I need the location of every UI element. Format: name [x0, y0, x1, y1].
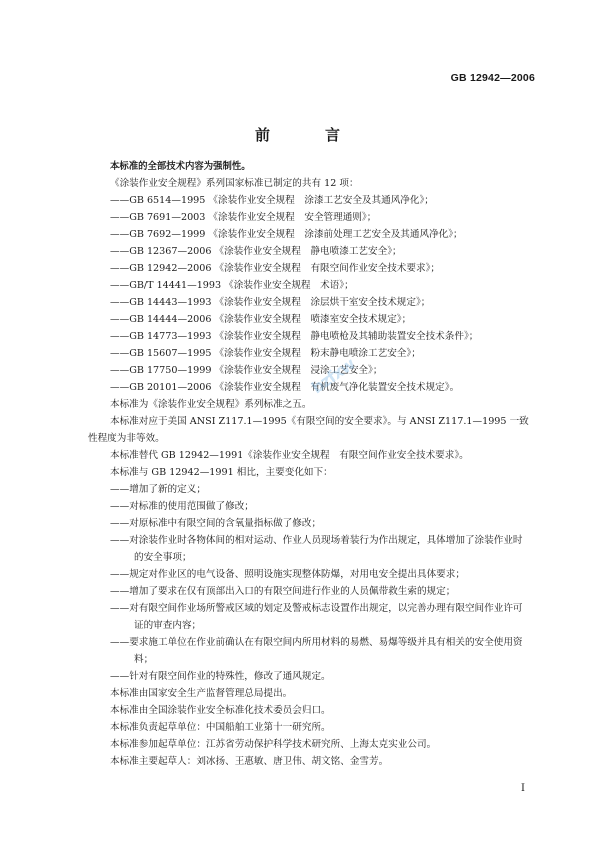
- change-item: ——针对有限空间作业的特殊性，修改了通风规定。: [110, 671, 331, 682]
- closing-line: 本标准参加起草单位：江苏省劳动保护科学技术研究所、上海太克实业公司。: [110, 739, 437, 750]
- mandatory-statement: 本标准的全部技术内容为强制性。: [110, 161, 251, 172]
- series-list-item: ——GB 7691—2003 《涂装作业安全规程 安全管理通则》；: [110, 212, 377, 223]
- closing-line: 本标准由国家安全生产监督管理总局提出。: [110, 688, 293, 699]
- closing-list: [88, 685, 532, 770]
- document-body: [88, 158, 532, 770]
- change-item: ——对标准的使用范围做了修改；: [110, 501, 254, 512]
- series-list: [88, 192, 532, 396]
- series-intro: 《涂装作业安全规程》系列国家标准已制定的共有 12 项：: [110, 178, 359, 189]
- page-number: I: [521, 783, 525, 794]
- series-list-item: ——GB 12942—2006 《涂装作业安全规程 有限空间作业安全技术要求》；: [110, 263, 440, 274]
- series-list-item: ——GB 20101—2006 《涂装作业安全规程 有机废气净化装置安全技术规定》。: [110, 382, 460, 393]
- watermark-logo: bzfxw: [307, 354, 358, 398]
- series-list-item: ——GB 14773—1993 《涂装作业安全规程 静电喷枪及其辅助装置安全技术条件》；: [110, 331, 479, 342]
- series-list-item: ——GB 12367—2006 《涂装作业安全规程 静电喷漆工艺安全》；: [110, 246, 402, 257]
- series-list-item: ——GB 14444—2006 《涂装作业安全规程 喷漆室安全技术规定》；: [110, 314, 412, 325]
- page-title: 前 言: [254, 126, 360, 144]
- change-item: ——对有限空间作业场所警戒区域的划定及警戒标志设置作出规定，以完善办理有限空间作业许可证的审查内容；: [110, 603, 523, 631]
- closing-line: 本标准主要起草人：刘冰扬、王惠敏、唐卫伟、胡文铭、金雪芳。: [110, 756, 389, 767]
- series-part: 本标准为《涂装作业安全规程》系列标准之五。: [110, 399, 312, 410]
- standard-number: GB 12942—2006: [450, 72, 535, 84]
- change-item: ——增加了新的定义；: [110, 484, 206, 495]
- series-list-item: ——GB 6514—1995 《涂装作业安全规程 涂漆工艺安全及其通风净化》；: [110, 195, 434, 206]
- change-item: ——要求施工单位在作业前确认在有限空间内所用材料的易燃、易爆等级并具有相关的安全使用资料；: [110, 637, 523, 665]
- series-list-item: ——GB 17750—1999 《涂装作业安全规程 浸涂工艺安全》；: [110, 365, 383, 376]
- series-list-item: ——GB 7692—1999 《涂装作业安全规程 涂漆前处理工艺安全及其通风净化》；: [110, 229, 463, 240]
- change-item: ——对涂装作业时各物体间的相对运动、作业人员现场着装行为作出规定，具体增加了涂装作业时的安全事项；: [110, 535, 523, 563]
- changes-intro: 本标准与 GB 12942—1991 相比，主要变化如下：: [110, 467, 333, 478]
- series-list-item: ——GB/T 14441—1993 《涂装作业安全规程 术语》；: [110, 280, 354, 291]
- closing-line: 本标准负责起草单位：中国船舶工业第十一研究所。: [110, 722, 331, 733]
- series-list-item: ——GB 15607—1995 《涂装作业安全规程 粉末静电喷涂工艺安全》；: [110, 348, 421, 359]
- changes-list: [88, 481, 532, 685]
- change-item: ——增加了要求在仅有顶部出入口的有限空间进行作业的人员佩带救生索的规定；: [110, 586, 456, 597]
- change-item: ——规定对作业区的电气设备、照明设施实现整体防爆，对用电安全提出具体要求；: [110, 569, 465, 580]
- correspondence-paragraph: 本标准对应于美国 ANSI Z117.1—1995《有限空间的安全要求》。与 ANSI Z117.1—1995 一致性程度为非等效。: [88, 416, 529, 444]
- series-list-item: ——GB 14443—1993 《涂装作业安全规程 涂层烘干室安全技术规定》；: [110, 297, 431, 308]
- change-item: ——对原标准中有限空间的含氧量指标做了修改；: [110, 518, 322, 529]
- replaces-paragraph: 本标准替代 GB 12942—1991《涂装作业安全规程 有限空间作业安全技术要求》。: [110, 450, 469, 461]
- closing-line: 本标准由全国涂装作业安全标准化技术委员会归口。: [110, 705, 331, 716]
